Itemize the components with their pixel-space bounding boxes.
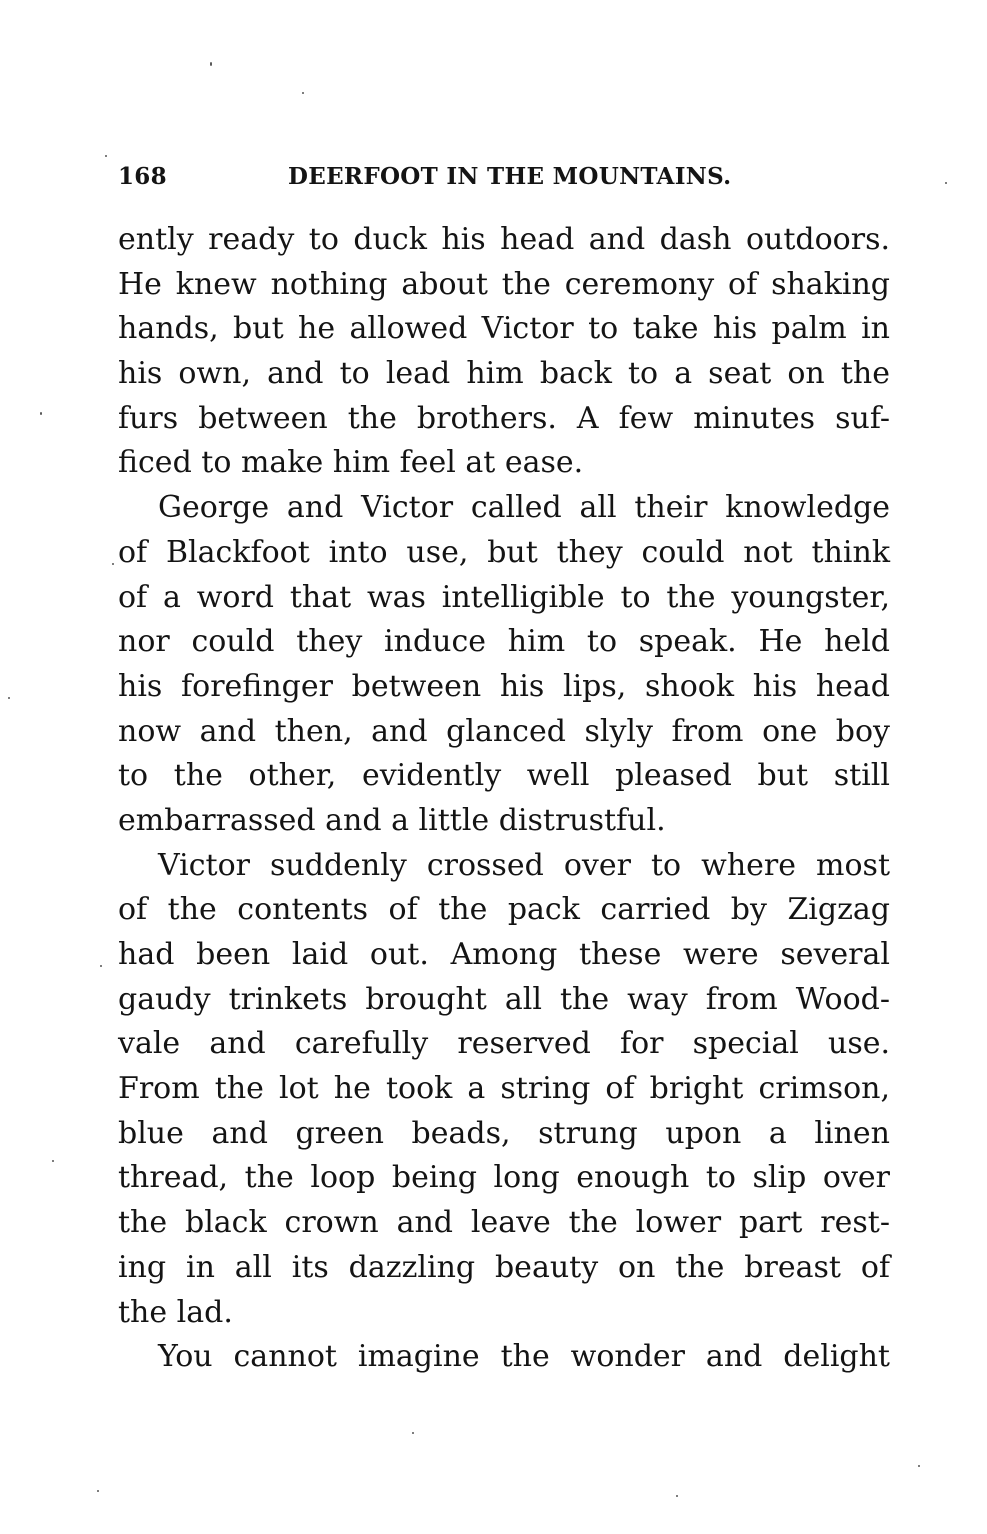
text-line: to the other, evidently well pleased but still bbox=[118, 758, 890, 794]
page-header bbox=[118, 163, 888, 203]
text-line: blue and green beads, strung upon a linen bbox=[118, 1115, 890, 1151]
text-line: From the lot he took a string of bright crimson, bbox=[118, 1071, 890, 1107]
text-line: thread, the loop being long enough to slip over bbox=[118, 1160, 890, 1196]
scan-speck bbox=[112, 563, 114, 565]
text-line: of Blackfoot into use, but they could not think bbox=[118, 534, 890, 570]
scan-speck bbox=[918, 1465, 920, 1467]
scan-speck bbox=[52, 1160, 54, 1162]
page-number: 168 bbox=[118, 163, 167, 190]
running-title: DEERFOOT IN THE MOUNTAINS. bbox=[288, 163, 732, 190]
text-line: ficed to make him feel at ease. bbox=[118, 445, 584, 481]
text-line: the lad. bbox=[118, 1294, 233, 1330]
scan-speck bbox=[302, 92, 304, 94]
text-line: George and Victor called all their knowledge bbox=[158, 490, 890, 526]
scan-speck bbox=[8, 697, 10, 699]
text-line: embarrassed and a little distrustful. bbox=[118, 802, 666, 838]
scan-speck bbox=[676, 1495, 678, 1497]
text-line: his own, and to lead him back to a seat on the bbox=[118, 356, 890, 392]
scan-speck bbox=[105, 155, 107, 157]
text-line: the black crown and leave the lower part rest- bbox=[118, 1205, 890, 1241]
text-line: nor could they induce him to speak. He held bbox=[118, 624, 890, 660]
scan-speck bbox=[412, 1432, 414, 1434]
text-line: of a word that was intelligible to the youngster, bbox=[118, 579, 890, 615]
text-line: of the contents of the pack carried by Zigzag bbox=[118, 892, 890, 928]
text-line: his forefinger between his lips, shook his head bbox=[118, 668, 890, 704]
scan-speck bbox=[97, 1490, 99, 1492]
text-line: Victor suddenly crossed over to where most bbox=[158, 847, 890, 883]
text-line: vale and carefully reserved for special use. bbox=[118, 1026, 890, 1062]
scan-speck bbox=[100, 965, 102, 967]
text-line: You cannot imagine the wonder and delight bbox=[158, 1339, 890, 1375]
text-line: ing in all its dazzling beauty on the breast of bbox=[118, 1249, 890, 1285]
scan-speck bbox=[945, 182, 947, 184]
text-line: ently ready to duck his head and dash outdoors. bbox=[118, 222, 890, 257]
text-line: hands, but he allowed Victor to take his palm in bbox=[118, 311, 890, 347]
text-line: had been laid out. Among these were several bbox=[118, 937, 890, 972]
text-line: gaudy trinkets brought all the way from Wood- bbox=[118, 981, 890, 1017]
text-line: He knew nothing about the ceremony of shaking bbox=[118, 266, 890, 302]
text-line: furs between the brothers. A few minutes suf- bbox=[118, 400, 890, 436]
scan-speck bbox=[210, 62, 212, 66]
body-text bbox=[118, 218, 890, 1380]
scan-speck bbox=[40, 412, 42, 415]
text-line: now and then, and glanced slyly from one boy bbox=[118, 713, 890, 749]
